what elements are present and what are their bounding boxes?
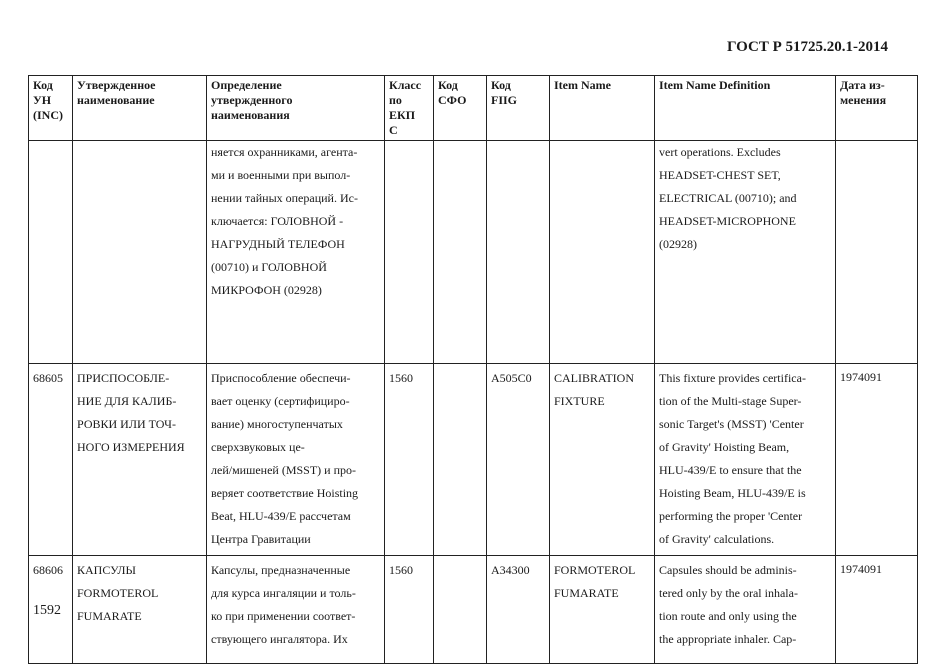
cell-name-ru: КАПСУЛЫ FORMOTEROL FUMARATE (73, 556, 207, 664)
cell-definition-ru: Капсулы, предназначенные для курса ингаляции и толь- ко при применении соответ- ствующего ингалятора. Их (207, 556, 385, 664)
cell-inc: 68606 (29, 556, 73, 664)
cell-item-definition: Capsules should be adminis- tered only by the oral inhala- tion route and only using the the appropriate inhaler. Cap- (655, 556, 836, 664)
table-row-continuation (29, 141, 918, 364)
cell-item-name (550, 141, 655, 364)
column-header-item-definition: Item Name Definition (655, 76, 836, 141)
column-header-class: Класс по ЕКП С (385, 76, 434, 141)
header-row (29, 76, 918, 141)
cell-inc (29, 141, 73, 364)
column-header-name-ru: Утвержденное наименование (73, 76, 207, 141)
cell-class (385, 141, 434, 364)
cell-name-ru (73, 141, 207, 364)
table-row (29, 364, 918, 556)
cell-name-ru: ПРИСПОСОБЛЕ- НИЕ ДЛЯ КАЛИБ- РОВКИ ИЛИ ТОЧ- НОГО ИЗМЕРЕНИЯ (73, 364, 207, 556)
cell-sfo (434, 364, 487, 556)
column-header-date: Дата из- менения (836, 76, 918, 141)
column-header-sfo: Код СФО (434, 76, 487, 141)
cell-fiig: A505C0 (487, 364, 550, 556)
column-header-definition-ru: Определение утвержденного наименования (207, 76, 385, 141)
column-header-item-name: Item Name (550, 76, 655, 141)
cell-item-definition: This fixture provides certifica- tion of the Multi-stage Super- sonic Target's (MSST) 'Center of Gravity' Hoisting Beam, HLU-439/E to ensure that the Hoisting Beam, HLU-439/E is performing the proper 'Center of Gravity' calculations. (655, 364, 836, 556)
cell-inc: 68605 (29, 364, 73, 556)
table-row (29, 556, 918, 664)
cell-fiig: A34300 (487, 556, 550, 664)
column-header-fiig: Код FIIG (487, 76, 550, 141)
cell-date (836, 141, 918, 364)
document-code: ГОСТ Р 51725.20.1-2014 (726, 39, 888, 55)
page-number: 1592 (33, 603, 61, 618)
cell-date: 1974091 (836, 556, 918, 664)
column-header-inc: Код УН (INC) (29, 76, 73, 141)
catalog-table (28, 75, 918, 664)
cell-class: 1560 (385, 364, 434, 556)
cell-class: 1560 (385, 556, 434, 664)
cell-date: 1974091 (836, 364, 918, 556)
cell-item-definition: vert operations. Excludes HEADSET-CHEST SET, ELECTRICAL (00710); and HEADSET-MICROPHONE (02928) (655, 141, 836, 364)
cell-definition-ru: Приспособление обеспечи- вает оценку (сертифициро- вание) многоступенчатых сверхзвуковых це- лей/мишеней (MSST) и про- веряет соответствие Hoisting Beat, HLU-439/E рассчетам Центра Гравитации (207, 364, 385, 556)
cell-sfo (434, 141, 487, 364)
cell-sfo (434, 556, 487, 664)
cell-item-name: FORMOTEROL FUMARATE (550, 556, 655, 664)
cell-item-name: CALIBRATION FIXTURE (550, 364, 655, 556)
cell-definition-ru: няется охранниками, агента- ми и военными при выпол- нении тайных операций. Ис- ключается: ГОЛОВНОЙ - НАГРУДНЫЙ ТЕЛЕФОН (00710) и ГОЛОВНОЙ МИКРОФОН (02928) (207, 141, 385, 364)
cell-fiig (487, 141, 550, 364)
